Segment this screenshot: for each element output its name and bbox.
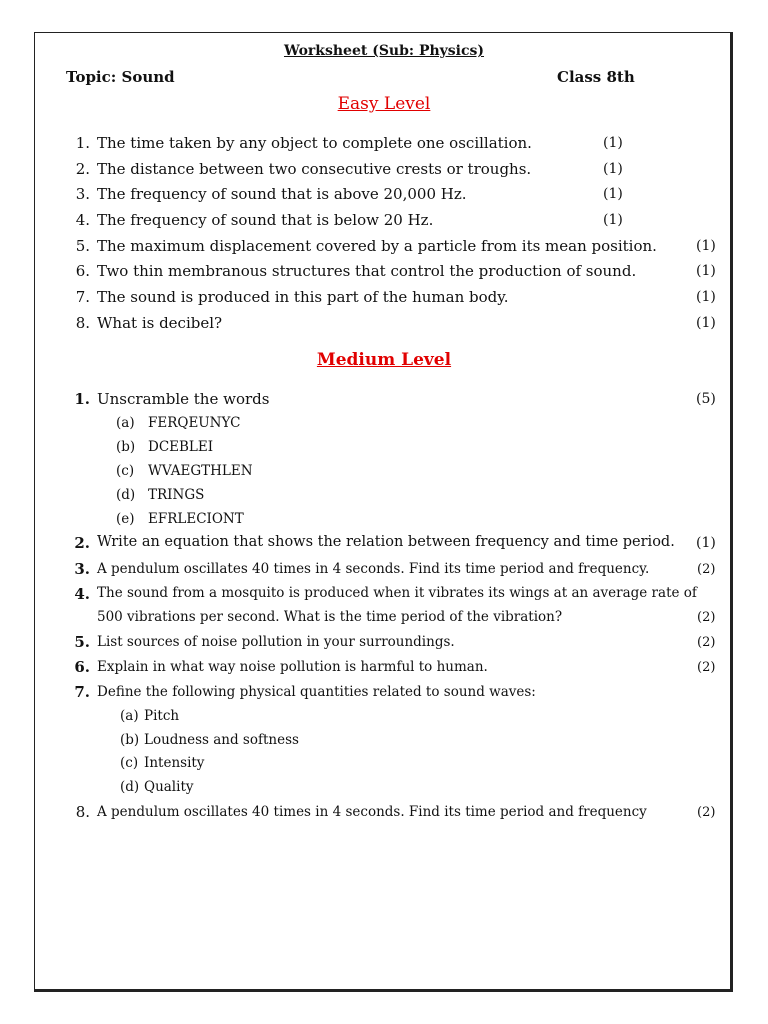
subitem-label: (d)	[120, 779, 140, 795]
scrambled-word: DCEBLEI	[148, 439, 214, 455]
question-number: 8.	[75, 803, 90, 821]
question-number: 4.	[74, 585, 90, 603]
subitem-label: (b)	[120, 732, 140, 748]
question-number: 1.	[75, 134, 90, 152]
question-number: 5.	[74, 633, 90, 651]
subitem-label: (d)	[116, 487, 136, 503]
class-label: Class 8th	[557, 68, 635, 86]
question-number: 3.	[74, 560, 90, 578]
question-number: 8.	[75, 314, 90, 332]
question-number: 1.	[74, 390, 90, 408]
subitem-label: (a)	[120, 708, 139, 724]
question-text: The maximum displacement covered by a particle from its mean position.	[97, 237, 657, 255]
question-marks: (1)	[696, 289, 716, 305]
question-text: Write an equation that shows the relation between frequency and time period.	[97, 534, 675, 550]
easy-level-heading: Easy Level	[337, 94, 431, 114]
question-number: 6.	[74, 658, 90, 676]
question-marks: (2)	[697, 635, 716, 650]
subitem-label: (e)	[116, 511, 135, 527]
question-marks: (1)	[603, 161, 623, 177]
topic-label: Topic: Sound	[66, 68, 175, 86]
subitem-label: (c)	[120, 755, 139, 771]
question-marks: (1)	[696, 263, 716, 279]
question-marks: (2)	[697, 805, 716, 820]
question-marks: (1)	[696, 315, 716, 331]
question-text: A pendulum oscillates 40 times in 4 seconds. Find its time period and frequency.	[97, 561, 650, 577]
subitem-text: Intensity	[144, 755, 205, 771]
question-text-line-1: The sound from a mosquito is produced when it vibrates its wings at an average rate of	[97, 585, 697, 601]
question-marks: (2)	[697, 562, 716, 577]
medium-level-heading: Medium Level	[316, 350, 452, 370]
scrambled-word: WVAEGTHLEN	[148, 463, 253, 479]
question-text: The frequency of sound that is above 20,000 Hz.	[97, 185, 467, 203]
question-text: The sound is produced in this part of the human body.	[97, 288, 509, 306]
scrambled-word: EFRLECIONT	[148, 511, 244, 527]
question-marks: (1)	[696, 238, 716, 254]
question-number: 2.	[74, 534, 90, 552]
question-number: 4.	[75, 211, 90, 229]
subitem-text: Quality	[144, 779, 194, 795]
question-marks: (2)	[697, 610, 716, 625]
subitem-text: Loudness and softness	[144, 732, 299, 748]
question-marks: (1)	[603, 186, 623, 202]
question-number: 2.	[75, 160, 90, 178]
question-number: 7.	[74, 683, 90, 701]
question-text: Unscramble the words	[97, 390, 270, 408]
subitem-label: (a)	[116, 415, 135, 431]
question-marks: (2)	[697, 660, 716, 675]
question-number: 7.	[75, 288, 90, 306]
scrambled-word: FERQEUNYC	[148, 415, 241, 431]
subitem-text: Pitch	[144, 708, 180, 724]
question-text: What is decibel?	[97, 314, 223, 332]
question-text: Explain in what way noise pollution is harmful to human.	[97, 659, 488, 675]
question-marks: (1)	[603, 212, 623, 228]
question-number: 5.	[75, 237, 90, 255]
worksheet-title: Worksheet (Sub: Physics)	[283, 43, 485, 59]
question-text-line-2: 500 vibrations per second. What is the time period of the vibration?	[97, 609, 563, 625]
question-text: The time taken by any object to complete one oscillation.	[97, 134, 532, 152]
question-text: Define the following physical quantities related to sound waves:	[97, 684, 536, 700]
scrambled-word: TRINGS	[148, 487, 205, 503]
question-marks: (5)	[696, 391, 716, 407]
question-marks: (1)	[696, 535, 716, 551]
question-number: 3.	[75, 185, 90, 203]
question-text: The distance between two consecutive crests or troughs.	[97, 160, 532, 178]
question-text: A pendulum oscillates 40 times in 4 seconds. Find its time period and frequency	[97, 804, 647, 820]
question-text: The frequency of sound that is below 20 Hz.	[97, 211, 434, 229]
question-text: List sources of noise pollution in your surroundings.	[97, 634, 455, 650]
subitem-label: (c)	[116, 463, 135, 479]
question-text: Two thin membranous structures that control the production of sound.	[97, 262, 637, 280]
question-marks: (1)	[603, 135, 623, 151]
subitem-label: (b)	[116, 439, 136, 455]
question-number: 6.	[75, 262, 90, 280]
